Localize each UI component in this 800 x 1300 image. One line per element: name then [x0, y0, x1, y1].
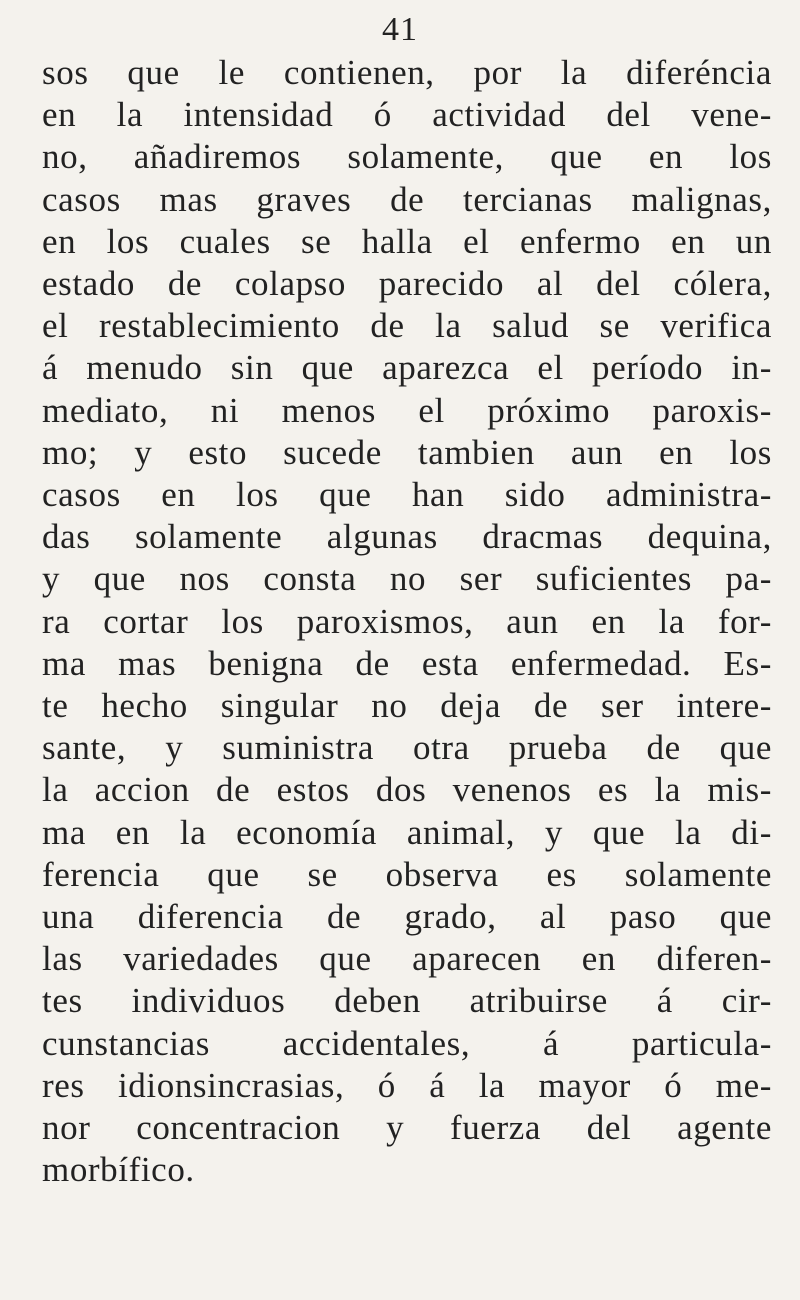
text-line: en los cuales se halla el enfermo en un [42, 221, 772, 261]
text-line: una diferencia de grado, al paso que [42, 897, 772, 937]
text-line: nor concentracion y fuerza del agente [42, 1108, 772, 1148]
text-line: la accion de estos dos venenos es la mis- [42, 770, 772, 810]
text-line: casos mas graves de tercianas malignas, [42, 179, 772, 219]
text-line: ma en la economía animal, y que la di- [42, 812, 772, 852]
text-line: el restablecimiento de la salud se verifica [42, 306, 772, 346]
text-line: ra cortar los paroxismos, aun en la for- [42, 601, 772, 641]
text-line: casos en los que han sido administra- [42, 475, 772, 515]
text-line: tes individuos deben atribuirse á cir- [42, 981, 772, 1021]
text-line: res idionsincrasias, ó á la mayor ó me- [42, 1065, 772, 1105]
text-line: sante, y suministra otra prueba de que [42, 728, 772, 768]
text-line: las variedades que aparecen en diferen- [42, 939, 772, 979]
text-line: mo; y esto sucede tambien aun en los [42, 432, 772, 472]
text-line: morbífico. [42, 1150, 195, 1190]
page-number: 41 [382, 11, 418, 48]
text-line: y que nos consta no ser suficientes pa- [42, 559, 772, 599]
text-line: ferencia que se observa es solamente [42, 854, 772, 894]
text-line: cunstancias accidentales, á particula- [42, 1023, 772, 1063]
text-line: en la intensidad ó actividad del vene- [42, 95, 772, 135]
body-text [42, 52, 772, 1191]
text-line: mediato, ni menos el próximo paroxis- [42, 390, 772, 430]
text-line: te hecho singular no deja de ser intere- [42, 686, 772, 726]
text-line: ma mas benigna de esta enfermedad. Es- [42, 643, 772, 683]
text-line: estado de colapso parecido al del cólera, [42, 264, 772, 304]
text-line: das solamente algunas dracmas dequina, [42, 517, 772, 557]
text-line: sos que le contienen, por la diferéncia [42, 53, 772, 92]
text-line: no, añadiremos solamente, que en los [42, 137, 772, 177]
text-line: á menudo sin que aparezca el período in- [42, 348, 772, 388]
